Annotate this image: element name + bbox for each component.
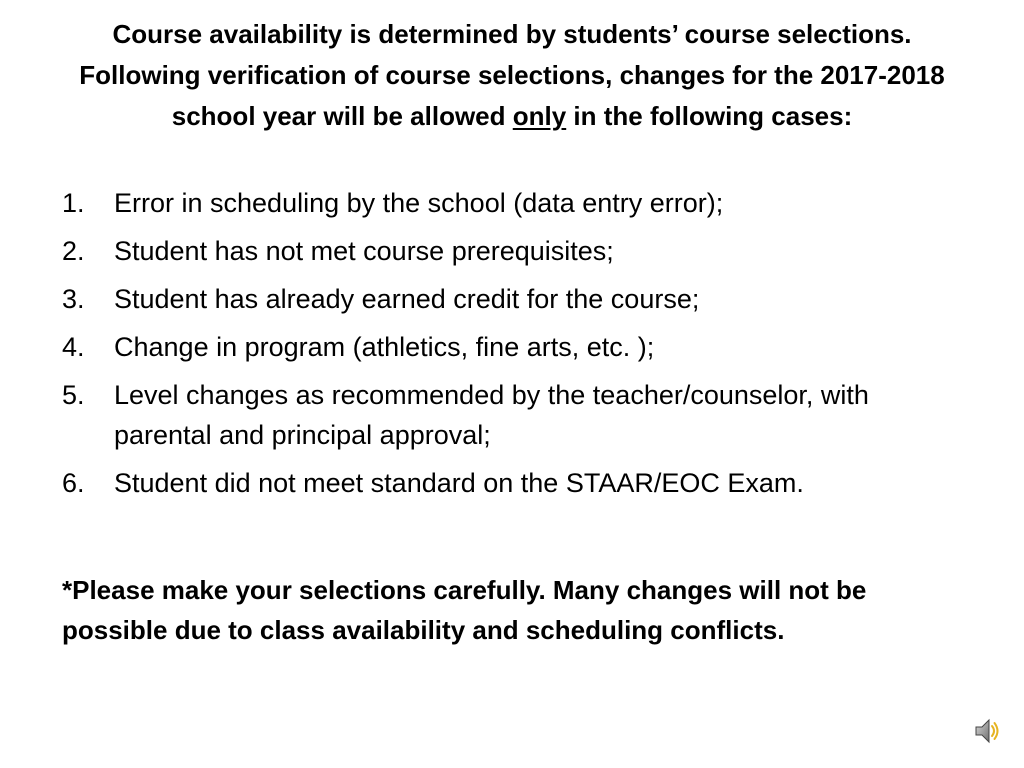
- list-item-number: 3.: [62, 284, 85, 314]
- list-item: [62, 375, 962, 455]
- selection-note: *Please make your selections carefully. Many changes will not be possible due to class availability and scheduling conflicts.: [62, 575, 867, 645]
- list-item-number: 4.: [62, 332, 85, 362]
- heading-emphasis: only: [512, 101, 567, 131]
- list-item-number: 2.: [62, 236, 85, 266]
- list-item: [62, 327, 962, 367]
- list-item-number: 1.: [62, 188, 85, 218]
- speaker-icon[interactable]: [972, 716, 1002, 746]
- list-item-number: 5.: [62, 380, 85, 410]
- list-item-text: Student has already earned credit for the course;: [114, 284, 700, 314]
- list-item: [62, 279, 962, 319]
- list-item-text: Student has not met course prerequisites;: [114, 236, 614, 266]
- list-item-text: Error in scheduling by the school (data entry error);: [114, 188, 724, 218]
- cases-list: [62, 183, 962, 511]
- list-item: [62, 183, 962, 223]
- list-item-text: Student did not meet standard on the STAAR/EOC Exam.: [114, 468, 804, 498]
- heading-text-part1: Course availability is determined by students’ course selections. Following verification of course selections, changes for the 2017-2018 school year will be allowed: [79, 19, 945, 131]
- list-item-text: Level changes as recommended by the teacher/counselor, with parental and principal approval;: [114, 380, 869, 450]
- slide-heading: [60, 14, 964, 137]
- list-item-number: 6.: [62, 468, 85, 498]
- list-item: [62, 231, 962, 271]
- speaker-icon-graphic: [972, 716, 1002, 746]
- list-item-text: Change in program (athletics, fine arts, etc. );: [114, 332, 655, 362]
- list-item: [62, 463, 962, 503]
- heading-text-part2: in the following cases:: [566, 101, 853, 131]
